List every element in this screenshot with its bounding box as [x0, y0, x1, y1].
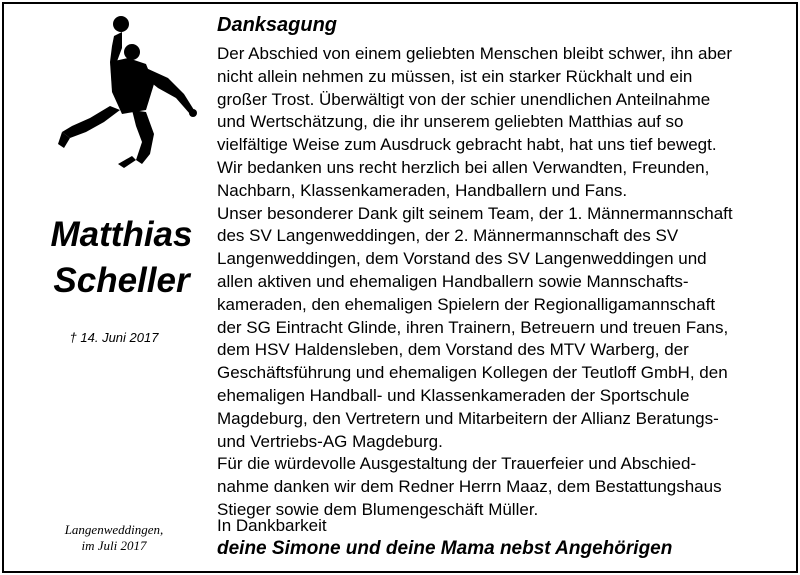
body-line: dem HSV Haldensleben, dem Vorstand des MTV Warberg, der [217, 340, 689, 360]
place-and-date [4, 522, 224, 554]
left-column [4, 4, 204, 571]
right-column [217, 12, 797, 522]
body-line: und Wertschätzung, die ihr unserem geliebten Matthias auf so [217, 112, 684, 132]
obituary-frame [2, 2, 798, 573]
closing-gratitude: In Dankbarkeit [217, 516, 327, 535]
body-line: Geschäftsführung und ehemaligen Kollegen der Teutloff GmbH, den [217, 363, 728, 383]
body-line: Unser besonderer Dank gilt seinem Team, der 1. Männermannschaft [217, 203, 733, 223]
body-line: kameraden, den ehemaligen Spielern der Regionalligamannschaft [217, 294, 716, 314]
body-line: Für die würdevolle Ausgestaltung der Trauerfeier und Abschied- [217, 454, 697, 474]
heading: Danksagung [217, 14, 338, 36]
body-line: vielfältige Weise zum Ausdruck gebracht habt, hat uns tief bewegt. [217, 135, 717, 155]
body-line: Der Abschied von einem geliebten Menschen bleibt schwer, ihn aber [217, 44, 733, 63]
death-date: † 14. Juni 2017 [69, 330, 159, 345]
handball-player-icon [54, 14, 202, 174]
body-line: und Vertriebs-AG Magdeburg. [217, 431, 443, 451]
place: Langenweddingen, [64, 522, 164, 537]
body-line: der SG Eintracht Glinde, ihren Trainern, Betreuern und treuen Fans, [217, 317, 729, 337]
body-line: Nachbarn, Klassenkameraden, Handballern und Fans. [217, 180, 628, 200]
closing-signature: deine Simone und deine Mama nebst Angehörigen [217, 538, 673, 559]
closing [217, 515, 797, 561]
body-line: des SV Langenweddingen, der 2. Männermannschaft des SV [217, 226, 679, 246]
body-line: großer Trost. Überwältigt von der schier unendlichen Anteilnahme [217, 89, 711, 109]
body-text [217, 43, 797, 522]
body-line: allen aktiven und ehemaligen Handballern sowie Mannschafts- [217, 271, 689, 291]
date: im Juli 2017 [81, 538, 147, 553]
body-line: nicht allein nehmen zu müssen, ist ein starker Rückhalt und ein [217, 66, 693, 86]
body-line: ehemaligen Handball- und Klassenkameraden der Sportschule [217, 385, 690, 405]
body-line: nahme danken wir dem Redner Herrn Maaz, dem Bestattungshaus [217, 477, 722, 497]
body-line: Stieger sowie dem Blumengeschäft Müller. [217, 499, 539, 519]
deceased-first-name: Matthias [50, 215, 193, 254]
body-line: Langenweddingen, dem Vorstand des SV Langenweddingen und [217, 249, 707, 269]
body-line: Magdeburg, den Vertretern und Mitarbeitern der Allianz Beratungs- [217, 408, 719, 428]
deceased-last-name: Scheller [53, 261, 190, 300]
body-line: Wir bedanken uns recht herzlich bei allen Verwandten, Freunden, [217, 157, 710, 177]
